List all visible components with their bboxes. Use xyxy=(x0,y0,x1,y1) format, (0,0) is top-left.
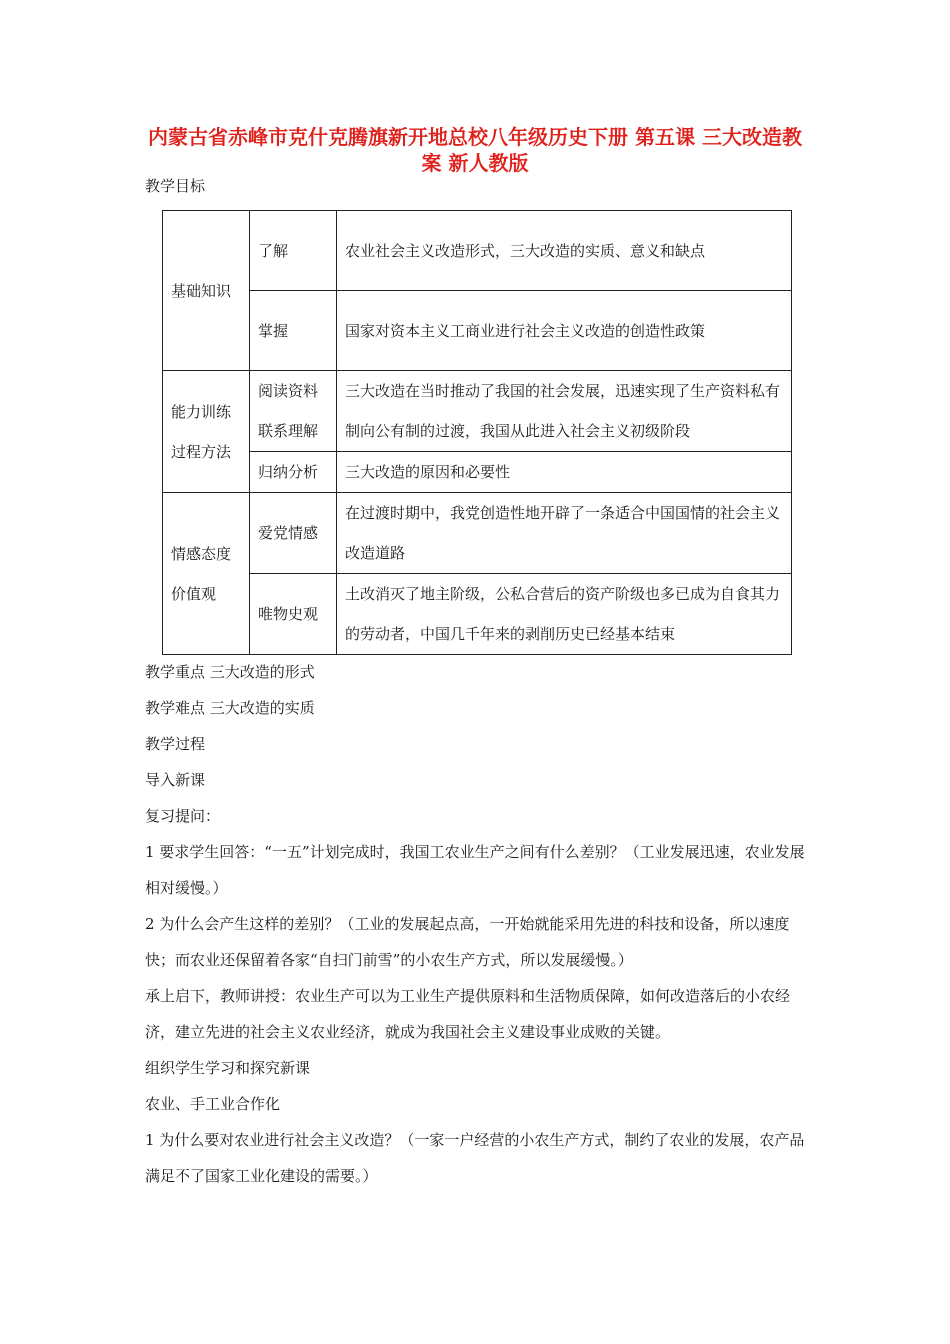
table-row xyxy=(163,493,792,574)
document-title: 内蒙古省赤峰市克什克腾旗新开地总校八年级历史下册 第五课 三大改造教案 新人教版 xyxy=(148,125,802,175)
table-row xyxy=(163,574,792,655)
process-heading: 教学过程 xyxy=(145,735,206,753)
type-cell: 唯物史观 xyxy=(250,574,337,655)
difficulty: 教学难点 三大改造的实质 xyxy=(145,699,315,717)
review-heading: 复习提问： xyxy=(145,807,221,825)
category-cell: 能力训练过程方法 xyxy=(163,371,250,493)
key-point: 教学重点 三大改造的形式 xyxy=(145,663,315,681)
content-cell: 三大改造在当时推动了我国的社会发展，迅速实现了生产资料私有制向公有制的过渡，我国从此进入社会主义初级阶段 xyxy=(337,371,792,452)
content-cell: 农业社会主义改造形式，三大改造的实质、意义和缺点 xyxy=(337,211,792,291)
table-row xyxy=(163,211,792,291)
section-question-1: 1 为什么要对农业进行社会主义改造？（一家一户经营的小农生产方式，制约了农业的发展，农产品满足不了国家工业化建设的需要。） xyxy=(145,1131,805,1185)
lesson-body xyxy=(145,654,810,1194)
content-cell: 在过渡时期中，我党创造性地开辟了一条适合中国国情的社会主义改造道路 xyxy=(337,493,792,574)
organize-heading: 组织学生学习和探究新课 xyxy=(145,1059,311,1077)
category-cell: 基础知识 xyxy=(163,211,250,371)
table-row xyxy=(163,452,792,493)
transition-paragraph: 承上启下，教师讲授：农业生产可以为工业生产提供原料和生活物质保障，如何改造落后的小农经济，建立先进的社会主义农业经济，就成为我国社会主义建设事业成败的关键。 xyxy=(145,987,791,1041)
type-cell: 掌握 xyxy=(250,291,337,371)
intro-heading: 导入新课 xyxy=(145,771,206,789)
content-cell: 土改消灭了地主阶级，公私合营后的资产阶级也多已成为自食其力的劳动者，中国几千年来的剥削历史已经基本结束 xyxy=(337,574,792,655)
question-1: 1 要求学生回答：“一五”计划完成时，我国工农业生产之间有什么差别？（工业发展迅速，农业发展相对缓慢。） xyxy=(145,843,805,897)
objectives-table xyxy=(162,210,792,655)
content-cell: 三大改造的原因和必要性 xyxy=(337,452,792,493)
category-cell: 情感态度价值观 xyxy=(163,493,250,655)
type-cell: 爱党情感 xyxy=(250,493,337,574)
type-cell: 归纳分析 xyxy=(250,452,337,493)
section-heading: 农业、手工业合作化 xyxy=(145,1095,281,1113)
type-cell: 了解 xyxy=(250,211,337,291)
table-row xyxy=(163,291,792,371)
objectives-label: 教学目标 xyxy=(145,177,206,195)
content-cell: 国家对资本主义工商业进行社会主义改造的创造性政策 xyxy=(337,291,792,371)
question-2: 2 为什么会产生这样的差别？（工业的发展起点高，一开始就能采用先进的科技和设备，所以速度快；而农业还保留着各家“自扫门前雪”的小农生产方式，所以发展缓慢。） xyxy=(145,915,790,969)
type-cell: 阅读资料联系理解 xyxy=(250,371,337,452)
table-row xyxy=(163,371,792,452)
